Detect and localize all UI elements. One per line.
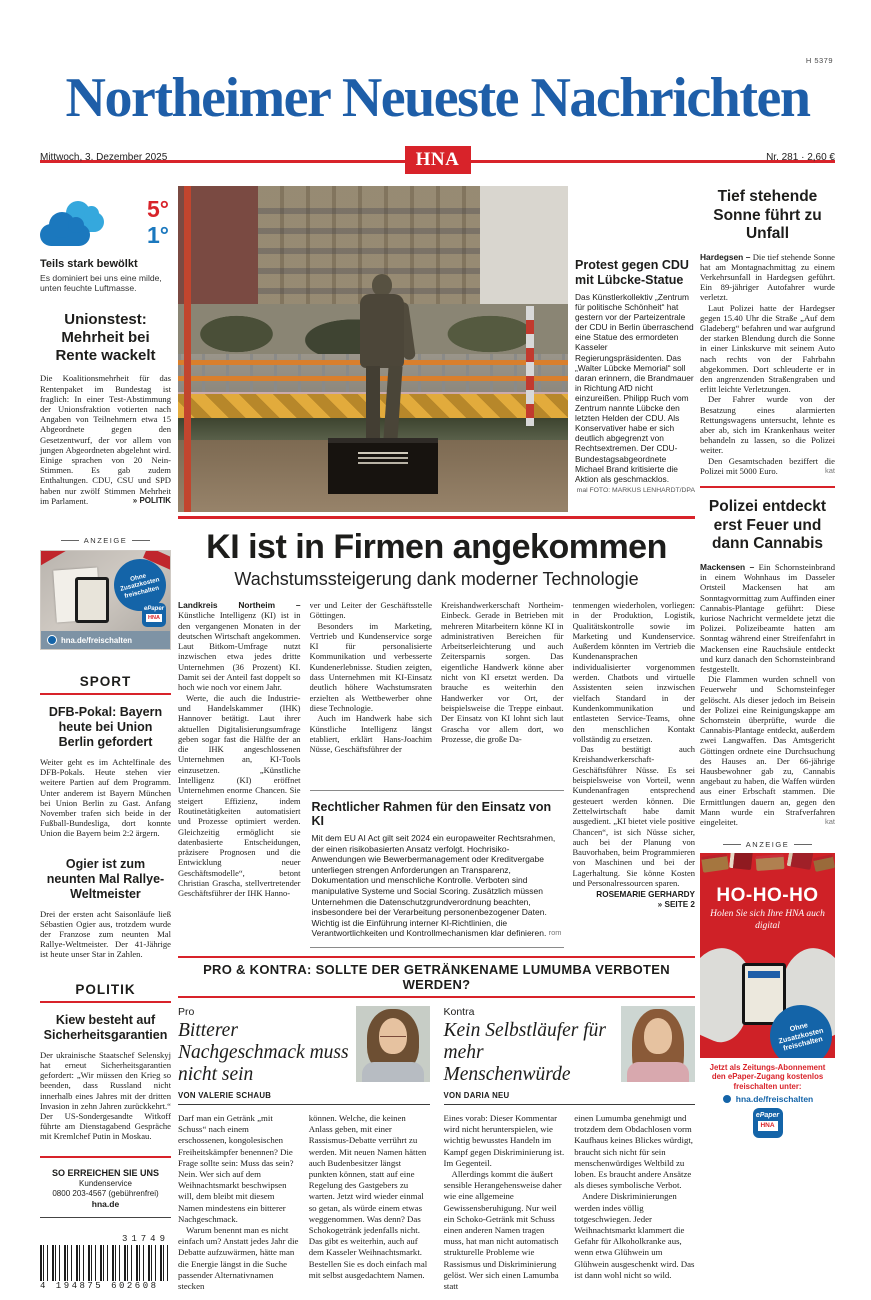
pro-kontra-header: PRO & KONTRA: SOLLTE DER GETRÄNKENAME LUMUMBA VERBOTEN WERDEN? — [178, 958, 695, 998]
photo-credit: mal FOTO: MARKUS LENHARDT/DPA — [576, 486, 695, 494]
article-dfb-pokal — [40, 705, 171, 839]
sonne-body: Hardegsen – Die tief stehende Sonne hat am Montagnachmittag zu einem Verkehrsunfall in Hardegsen geführt. Ein 89-jähriger Autofahrer wurde verletzt. Laut Polizei hatte der Hardegser gegen 15.40 Uhr die Straße „Auf dem Gladeberg“ befahren und war aufgrund der starken Blendung durch die Sonne in einer Linkskurve mit seinem Auto nach rechts von der Fahrbahn abgekommen. Dort schleuderte er in den angrenzenden Straßengraben und erlitt leichte Verletzungen. Der Fahrer wurde von der Besatzung eines alarmierten Rettungswagens untersucht, lehnte es aber ab, sich im Krankenhaus weiter behandeln zu lassen, so die Polizei weiter. Den Gesamtschaden beziffert die Polizei mit 5000 Euro. kat — [700, 251, 835, 476]
politik-section — [40, 982, 171, 1142]
author-sig: kat — [824, 465, 835, 475]
temp-low: 1° — [147, 222, 169, 248]
ad-subline: Holen Sie sich Ihre HNA auch digital — [710, 909, 825, 931]
hna-logo: HNA — [405, 146, 471, 174]
article-sonne-unfall — [700, 188, 835, 476]
contact-url: hna.de — [91, 1199, 120, 1210]
barcode-bottom-number: 4 194875 602608 — [40, 1281, 159, 1292]
ad-badge: Ohne Zusatzkosten freischalten — [763, 999, 835, 1074]
ki-subhead: Wachstumssteigerung dank moderner Technologie — [234, 569, 639, 589]
ad-badge: Ohne Zusatzkosten freischalten — [108, 554, 171, 617]
barcode-bars — [40, 1245, 171, 1281]
contact-phone: 0800 203-4567 (gebührenfrei) — [52, 1189, 159, 1199]
pro-column-1: Darf man ein Getränk „mit Schuss“ nach einem erschossenen, kongolesischen Freiheitskämpfer benennen? Die Frage sollte sein: Muss das sein? Nein. Wer sich auf dem Weihnachtsmarkt beschwipsen will, dem bleibt mit diesem Namen mindestens ein bitterer Nachgeschmack. Warum benennt man es nicht einfach um? Anstatt jedes Jahr die Debatte aufzuwärmen, hätte man die Energie längst in die Suche passender Alternativnamen stecken — [178, 1112, 299, 1291]
article-kiew — [40, 1013, 171, 1142]
ogier-body: Drei der ersten acht Saisonläufe ließ Sébastien Ogier aus, trotzdem wurde der Franzose zum neunten Mal Rallye-Weltmeister. Der 41-Jährige ist heute unser Star in Zahlen. — [40, 908, 171, 960]
pro-column-2: können. Welche, die keinen Anlass geben, mit einer Rassismus-Debatte verrührt zu werden. Mit neuen Namen hätten auch Budenbesitzer längst punkten können, statt auf eine Regelung des Gastgebers zu warten. Jetzt wird wieder einmal so getan, als würde einem etwas weggenommen. Was denn? Das Schokogetränk jedenfalls nicht. Das gibt es weiterhin, auch auf dem Kasseler Weihnachtsmarkt. Bestellen Sie es doch einfach mal mit selbst ausgedachtem Namen. — [308, 1112, 428, 1280]
caption-title: Protest gegen CDU mit Lübcke-Statue — [575, 258, 689, 287]
ogier-title: Ogier ist zum neunten Mal Rallye-Weltmeister — [46, 856, 165, 901]
ad-url-bar — [41, 631, 170, 649]
pro-author: VON VALERIE SCHAUB — [178, 1090, 272, 1100]
photo-caption — [575, 186, 695, 512]
contact-title: SO ERREICHEN SIE UNS — [51, 1168, 160, 1179]
epaper-app-icon: ePaper HNA — [142, 603, 166, 627]
kiew-body: Der ukrainische Staatschef Selenskyj hat erneut Sicherheitsgarantien gefordert: „Wir müssen den Krieg so beenden, dass Russland nicht innerhalb eines Jahres mit der dritten Invasion in zehn Jahren zurückkehrt.“ Der US-Sondergesandte Witkoff führte am Dienstagabend Gespräche mit Kremlchef Putin in Moskau. — [40, 1049, 171, 1142]
ad-footer — [700, 1058, 835, 1140]
statue-graphic — [328, 274, 438, 512]
weather-widget — [40, 186, 171, 250]
dfb-title: DFB-Pokal: Bayern heute bei Union Berlin gefordert — [48, 705, 163, 750]
ki-column-3: Kreishandwerkerschaft Northeim-Einbeck. Gerade in Betrieben mit mehreren Mitarbeitern könne KI in administrativen Bereichen für Arbeitserleichterung und auch Zeitersparnis sorgen. Das eigentliche Handwerk könne aber nicht von KI ersetzt werden. Da brauche es weiterhin den Handwerker vor Ort, der beispielsweise die Treppe einbaut. Der Einsatz von KI lohnt sich laut Grascha vor allem dort, wo Prozesse, die große Da- — [441, 600, 564, 744]
red-rule — [700, 486, 835, 489]
ad-headline: HO-HO-HO — [716, 885, 819, 907]
anzeige-label: ANZEIGE — [40, 536, 171, 545]
clouds-icon — [40, 196, 112, 250]
sonne-title: Tief stehende Sonne führt zu Unfall — [713, 188, 822, 242]
author-sig: rom — [548, 928, 562, 938]
article-rente — [40, 311, 171, 506]
ki-headline: KI ist in Firmen angekommen — [206, 528, 667, 566]
kontra-author: VON DARIA NEU — [443, 1090, 510, 1100]
cannabis-body: Mackensen – Ein Schornsteinbrand in einem Wohnhaus im Dasseler Ortsteil Mackensen hat am Sonntagvormittag zum Auffinden einer Cannabis-Plantage geführt: Diese kuriose Nachricht vermeldete jetzt die Polizei. Polizeibeamte hatten am Sonntag während einer Streifenfahrt in Mackensen eine Rauchsäule entdeckt und kurz danach den Schornsteinbrand festgestellt. Die Flammen wurden schnell von Feuerwehr und Schornsteinfeger gelöscht. Als dieser jedoch im Beisein der Polizei eine Reinigungskappe am Schornstein überprüfte, wurde die Cannabis-Plantage entdeckt, außerdem zwei Langwaffen. Das Amtsgericht Göttingen ordnete eine Durchsuchung des Hauses an. Der 66-jährige Hausbewohner gab zu, Cannabis angebaut zu haben, die Waffen würden aus einer Erbschaft stammen. Die Ermittlungen dauern an, gegen den Mann wurde ein Strafverfahren eingeleitet. kat — [700, 561, 835, 828]
postal-code: H 5379 — [805, 56, 833, 65]
ad-url: hna.de/freischalten — [735, 1093, 814, 1104]
kontra-title: Kein Selbstläufer für mehr Menschenwürde — [443, 1019, 606, 1085]
author-photo-valerie-schaub — [356, 1006, 430, 1082]
main-column — [178, 186, 695, 1300]
red-rule — [178, 516, 695, 519]
temp-high: 5° — [147, 196, 169, 222]
ad-url: hna.de/freischalten — [61, 635, 133, 645]
info-box-title: Rechtlicher Rahmen für den Einsatz von KI — [311, 800, 552, 828]
article-ki — [178, 529, 695, 948]
newspaper-title: Northeimer Neueste Nachrichten — [65, 67, 810, 129]
weather-condition: Teils stark bewölkt — [40, 258, 138, 270]
barcode — [40, 1234, 171, 1291]
pro-label: Pro — [178, 1005, 195, 1018]
dfb-body: Weiter geht es im Achtelfinale des DFB-Pokals. Heute stehen vier weitere Partien auf dem Programm. Unter anderem ist Bayern München bei Union Berlin zu Gast. Anfang November trafen sich beide in der Fußball-Bundesliga, dort konnte Union die Bayern beim 2:2 ärgern. — [40, 757, 171, 839]
kontra-column-1: Eines vorab: Dieser Kommentar wird nicht herunterspielen, wie wichtig bewusstes Handeln im Kampf gegen Diskriminierung ist. Im Gegenteil. Allerdings kommt die äußert sensible Herangehensweise daher wie eine allgemeine Gewissensberuhigung. Nur weil ein Schoko-Getränk mit Schuss einen anderen Namen tragen muss, hat man nicht automatisch strukturelle Probleme wie Rassismus und Diskriminierung gelöst. Wer sich einen Lamumba statt — [443, 1112, 565, 1291]
article-rente-title: Unionstest: Mehrheit bei Rente wackelt — [55, 311, 156, 365]
ki-column-2: ver und Leiter der Geschäftsstelle Göttingen. Besonders im Marketing, Vertrieb und Kundenservice sorge KI für personalisierte Kommunikation und verbesserte Kundenerlebnisse. Studien zeigten, dass Unternehmen mit KI-Einsatz deutlich höhere Wachstumsraten erzielten als Wettbewerber ohne diese Technologie. Auch im Handwerk habe sich Künstliche Intelligenz längst etabliert, erklärt Hans-Joachim Nüsse, Geschäftsführer der — [309, 600, 432, 755]
kiew-title: Kiew besteht auf Sicherheitsgarantien — [43, 1012, 168, 1042]
ad-url-row — [700, 1094, 835, 1104]
temperatures — [147, 196, 171, 248]
sport-header: SPORT — [40, 674, 171, 695]
dateline-location: Landkreis Northeim – — [178, 600, 301, 610]
kontra-column-2: einen Lumumba genehmigt und trotzdem dem Obdachlosen vorm Kaufhaus keines Blickes würdigt, braucht sich nicht für sein menschenwürdiges Weltbild zu loben. Es braucht andere Ansätze als dieses symbolische Verbot. Andere Diskriminierungen werden indes völlig totgeschwiegen. Jeder Weihnachtsmarkt klammert die Gefahr für Alkoholkranke aus, wenn etwa Glühwein um Glühwein ausgeschenkt wird. Das ist dann wohl nicht so wild. — [574, 1112, 695, 1280]
cannabis-title: Polizei entdeckt erst Feuer und dann Cannabis — [708, 498, 827, 553]
ki-author: ROSEMARIE GERHARDY » SEITE 2 — [596, 890, 695, 910]
hohoho-ad-image — [700, 853, 835, 1140]
sport-section — [40, 674, 171, 960]
article-cannabis — [700, 498, 835, 827]
left-ad — [40, 536, 171, 650]
barcode-top-number: 31749 — [121, 1234, 169, 1245]
politik-pointer: » POLITIK — [132, 495, 171, 505]
luebcke-statue-photo — [178, 186, 568, 512]
oped-pro — [178, 1006, 430, 1300]
pro-title: Bitterer Nachgeschmack muss nicht sein — [178, 1019, 349, 1085]
author-sig: kat — [824, 817, 835, 827]
pro-kontra-section — [178, 956, 695, 1300]
epaper-icon — [47, 635, 57, 645]
weather-text: Es dominiert bei uns eine milde, unten feuchte Luftmasse. — [40, 273, 162, 294]
ad-cta-text: Jetzt als Zeitungs-Abonnement den ePaper-Zugang kostenlos freischalten unter: — [709, 1063, 826, 1091]
right-ad — [700, 840, 835, 1140]
caption-body: Das Künstlerkollektiv „Zentrum für politische Schönheit“ hat gestern vor der Parteizentrale der CDU in Berlin überraschend eine Statue des ermordeten Kasseler Regierungspräsidenten. Das „Walter Lübcke Memorial“ soll daran erinnern, die Brandmauer in Richtung AfD nicht einzureißen. Philipp Ruch vom Zentrum nannte Lübcke den letzten Helden der CDU. Als Konservativer habe er sich deutlich abgegrenzt von Rechtsextremen. Der CDU-Bundestagsabgeordnete Michael Brand kritisierte die Aktion als geschmacklos. — [575, 292, 694, 484]
right-rail — [700, 188, 835, 1140]
contact-service: Kundenservice — [79, 1179, 132, 1189]
epaper-app-icon: ePaper HNA — [753, 1108, 783, 1138]
article-ogier — [40, 857, 171, 960]
oped-kontra — [444, 1006, 696, 1300]
author-photo-daria-neu — [621, 1006, 695, 1082]
dateline — [40, 146, 835, 176]
kontra-label: Kontra — [443, 1005, 475, 1018]
epaper-icon — [722, 1094, 732, 1104]
article-rente-body: Die Koalitionsmehrheit für das Rentenpaket im Bundestag ist fraglich: In einer Test-Abstimmung der Unionsfraktion votierten nach Angaben von Teilnehmern etwa 15 Abgeordnete gegen den Gesetzentwurf, der vor allem von jungen Abgeordneten abgelehnt wird. Einige sprachen von 20 Nein-Stimmen. Es gab zudem Enthaltungen. CDU, CSU und SPD haben nur zwölf Stimmen Mehrheit im Parlament. » POLITIK — [40, 373, 171, 506]
anzeige-label: ANZEIGE — [700, 840, 835, 849]
issue-date: Mittwoch, 3. Dezember 2025 — [40, 152, 168, 163]
left-rail — [40, 186, 171, 1291]
info-box-ki-recht — [310, 790, 564, 948]
red-rule — [40, 1156, 171, 1159]
politik-header: POLITIK — [40, 982, 171, 1003]
epaper-ad-image — [40, 550, 171, 650]
ki-column-4: tenmengen wiederholen, vorliegen: in der Produktion, Logistik, Qualitätskontrolle sowie im Marketing und Kundenservice. Außerdem könnten im Vertrieb die Kundenansprachen individualisierter vorgenommen werden. Chatbots und virtuelle Assistenten seien inzwischen vielfach Standard in der Kundenkommunikation und entlasteten Service-Teams, ohne den menschlichen Kontakt vollständig zu ersetzen. Das bestätigt auch Kreishandwerkerschaft-Geschäftsführer Nüsse. Es sei beispielsweise von Vorteil, wenn Kundenanfragen entsprechend gesteuert werden können. Die Zettelwirtschaft habe damit ausgedient. „KI bietet viele positive Chancen“, ist sich Nüsse sicher, auch bei der Planung von Bauvorhaben, beim Programmieren von Maschinen und bei der Lagerhaltung. Sie könne Kosten und Personalressourcen sparen. ROSEMARIE GERHARDY » SEITE 2 — [572, 600, 695, 910]
info-box-body: Mit dem EU AI Act gilt seit 2024 ein europaweiter Rechtsrahmen, der einen risikobasierten Ansatz verfolgt. Hochrisiko-Anwendungen wie Bewerbermanagement oder Kreditvergabe unterliegen strengen Anforderungen an Transparenz, Dokumentation und menschliche Kontrolle. Verboten sind manipulative Systeme und Social Scoring. Zusätzlich müssen Unternehmen die Datenschutzgrundverordnung beachten, insbesondere bei der Verarbeitung personenbezogener Daten. Wichtig ist die Einführung interner KI-Richtlinien, die Verantwortlichkeiten und Kontrollmechanismen klar definieren. rom — [311, 833, 562, 939]
tablet-graphic — [75, 577, 109, 623]
ki-more-pointer: » SEITE 2 — [657, 900, 695, 910]
issue-number-price: Nr. 281 · 2,60 € — [766, 152, 835, 163]
ki-column-1: Landkreis Northeim – Künstliche Intelligenz (KI) ist in den vergangenen Monaten in der deutschen Wirtschaft angekommen. Laut Bitkom-Umfrage nutzt inzwischen etwa jedes dritte Unternehmen (36 Prozent) KI. Damit sei der Anteil fast doppelt so hoch wie noch vor einem Jahr. Werte, die auch die Industrie- und Handelskammer (IHK) Hannover betätigt. Laut ihrer aktuellen Digitalisierungsumfrage geben sogar fast die Hälfte der an die IHK angeschlossenen Unternehmen an, KI-Tools einzusetzen. „Künstliche Intelligenz (KI) eröffnet Unternehmen enorme Chancen. Sie steigert Effizienz, indem Routinetätigkeiten automatisiert und Prozesse optimiert werden. Gleichzeitig ermöglicht sie datenbasierte Entscheidungen, präzisere Prognosen und die Entwicklung neuer Geschäftsmodelle“, betont Christian Grascha, stellvertretender Geschäftsführer der IHK Hanno- — [178, 600, 301, 899]
contact-box — [40, 1168, 171, 1218]
